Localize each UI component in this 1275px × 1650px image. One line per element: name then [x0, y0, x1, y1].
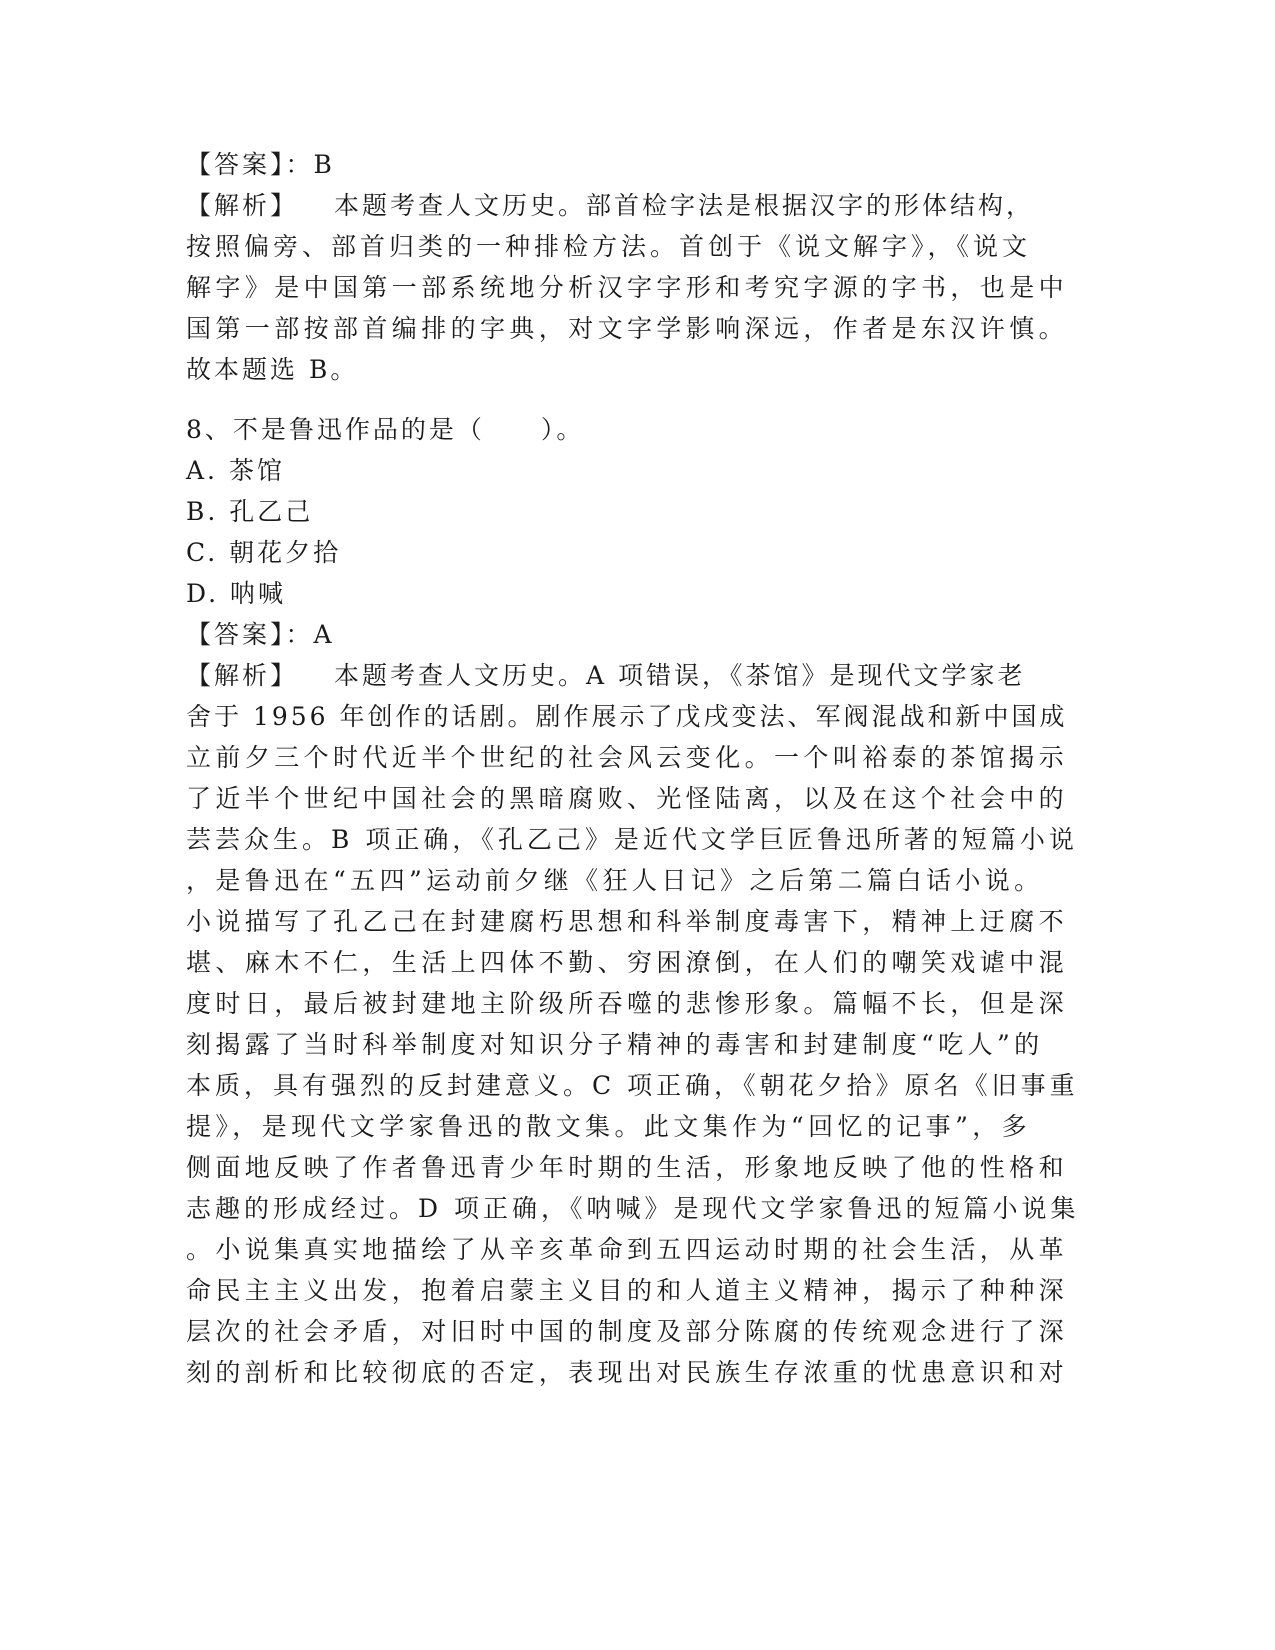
analysis-line: 。小说集真实地描绘了从辛亥革命到五四运动时期的社会生活，从革: [186, 1235, 1069, 1264]
analysis-line: 按照偏旁、部首归类的一种排检方法。首创于《说文解字》，《说文: [186, 232, 1032, 261]
answer-line: [186, 150, 335, 180]
analysis-text: 本题考查人文历史。部首检字法是根据汉字的形体结构，: [334, 191, 1035, 220]
answer-label: 【答案】: [186, 620, 286, 649]
answer-separator: ：: [285, 620, 314, 649]
analysis-line: 侧面地反映了作者鲁迅青少年时期的生活，形象地反映了他的性格和: [186, 1153, 1069, 1182]
analysis-line: 本质，具有强烈的反封建意义。C 项正确，《朝花夕拾》原名《旧事重: [186, 1071, 1079, 1100]
option-c: C. 朝花夕拾: [186, 538, 342, 567]
option-a: A. 茶馆: [186, 456, 285, 485]
option-d: D. 呐喊: [186, 579, 287, 608]
analysis-line: 小说描写了孔乙己在封建腐朽思想和科举制度毒害下，精神上迂腐不: [186, 907, 1069, 936]
analysis-line: 解字》是中国第一部系统地分析汉字字形和考究字源的字书，也是中: [186, 273, 1069, 302]
analysis-line: 堪、麻木不仁，生活上四体不勤、穷困潦倒，在人们的嘲笑戏谑中混: [186, 948, 1069, 977]
analysis-line: 志趣的形成经过。D 项正确，《呐喊》是现代文学家鲁迅的短篇小说集: [186, 1194, 1080, 1223]
analysis-line: 刻揭露了当时科举制度对知识分子精神的毒害和封建制度“吃人”的: [186, 1030, 1044, 1059]
analysis-label: 【解析】: [186, 661, 299, 690]
analysis-line: ，是鲁迅在“五四”运动前夕继《狂人日记》之后第二篇白话小说。: [186, 866, 1044, 895]
option-b: B. 孔乙己: [186, 497, 314, 526]
answer-value: A: [313, 620, 335, 649]
analysis-line: 舍于 1956 年创作的话剧。剧作展示了戊戌变法、军阀混战和新中国成: [186, 702, 1068, 731]
analysis-line: [186, 661, 1026, 691]
answer-separator: ：: [285, 150, 314, 179]
analysis-label: 【解析】: [186, 191, 299, 220]
analysis-line: 命民主主义出发，抱着启蒙主义目的和人道主义精神，揭示了种种深: [186, 1276, 1069, 1305]
analysis-text: 本题考查人文历史。A 项错误，《茶馆》是现代文学家老: [334, 661, 1026, 690]
analysis-line: 立前夕三个时代近半个世纪的社会风云变化。一个叫裕泰的茶馆揭示: [186, 743, 1069, 772]
analysis-line: [186, 191, 1034, 221]
analysis-line: 层次的社会矛盾，对旧时中国的制度及部分陈腐的传统观念进行了深: [186, 1317, 1069, 1346]
analysis-line: 故本题选 B。: [186, 355, 359, 384]
analysis-line: 国第一部按部首编排的字典，对文字学影响深远，作者是东汉许慎。: [186, 314, 1069, 343]
analysis-line: 刻的剖析和比较彻底的否定，表现出对民族生存浓重的忧患意识和对: [186, 1358, 1069, 1387]
question-stem: 8、不是鲁迅作品的是（ ）。: [186, 415, 585, 444]
answer-line: [186, 620, 335, 650]
analysis-line: 芸芸众生。B 项正确，《孔乙己》是近代文学巨匠鲁迅所著的短篇小说: [186, 825, 1078, 854]
answer-label: 【答案】: [186, 150, 286, 179]
analysis-line: 了近半个世纪中国社会的黑暗腐败、光怪陆离，以及在这个社会中的: [186, 784, 1069, 813]
analysis-line: 度时日，最后被封建地主阶级所吞噬的悲惨形象。篇幅不长，但是深: [186, 989, 1069, 1018]
answer-value: B: [313, 150, 335, 179]
analysis-line: 提》，是现代文学家鲁迅的散文集。此文集作为“回忆的记事”，多: [186, 1112, 1032, 1141]
